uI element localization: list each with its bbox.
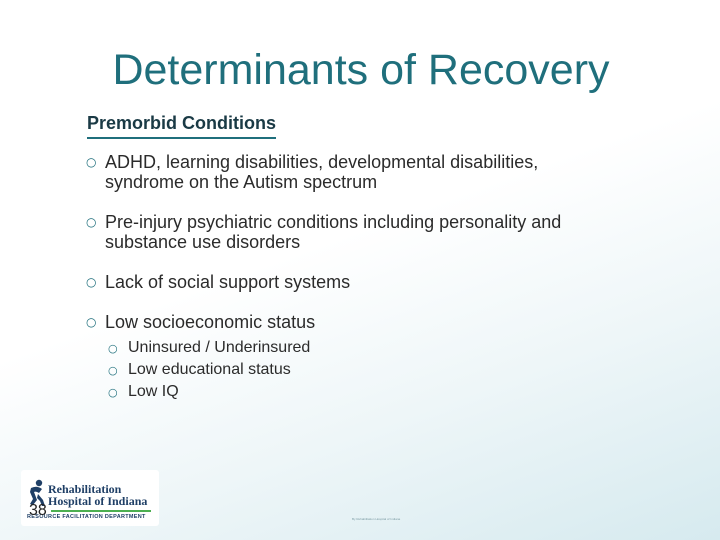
bullet-text: ADHD, learning disabilities, developmental disabilities,	[105, 152, 539, 172]
bullet-text: Pre-injury psychiatric conditions including personality and	[105, 212, 562, 232]
bullet-item	[86, 312, 686, 403]
sub-bullet-item	[105, 359, 686, 381]
open-circle-icon: ○	[86, 155, 97, 169]
bullet-text: Low socioeconomic status	[105, 312, 316, 332]
sub-bullet-list	[105, 337, 686, 403]
bullet-list	[86, 152, 686, 403]
bullet-text: Lack of social support systems	[105, 272, 351, 292]
bullet-text-continued: substance use disorders	[105, 232, 301, 252]
open-circle-icon: ○	[108, 342, 118, 355]
bullet-item	[86, 272, 686, 292]
sub-bullet-text: Uninsured / Underinsured	[128, 339, 311, 356]
bullet-item	[86, 212, 686, 252]
sub-bullet-text: Low IQ	[128, 383, 179, 400]
open-circle-icon: ○	[86, 315, 97, 329]
open-circle-icon: ○	[108, 364, 118, 377]
sub-bullet-text: Low educational status	[128, 361, 291, 378]
sub-bullet-item	[105, 337, 686, 359]
bullet-text-continued: syndrome on the Autism spectrum	[105, 172, 378, 192]
logo-text-line2: Hospital of Indiana	[48, 494, 148, 508]
sub-bullet-item	[105, 381, 686, 403]
open-circle-icon: ○	[108, 386, 118, 399]
logo-divider	[51, 510, 151, 512]
open-circle-icon: ○	[86, 215, 97, 229]
subheading: Premorbid Conditions	[87, 113, 276, 139]
logo-text-line1: Rehabilitation	[48, 482, 122, 496]
open-circle-icon: ○	[86, 275, 97, 289]
logo-tagline: RESOURCE FACILITATION DEPARTMENT	[27, 514, 146, 520]
slide-title: Determinants of Recovery	[112, 46, 610, 94]
page-number: 38	[29, 502, 47, 519]
bullet-item	[86, 152, 686, 192]
footnote: By Rehabilitation Hospital of Indiana	[352, 517, 401, 521]
